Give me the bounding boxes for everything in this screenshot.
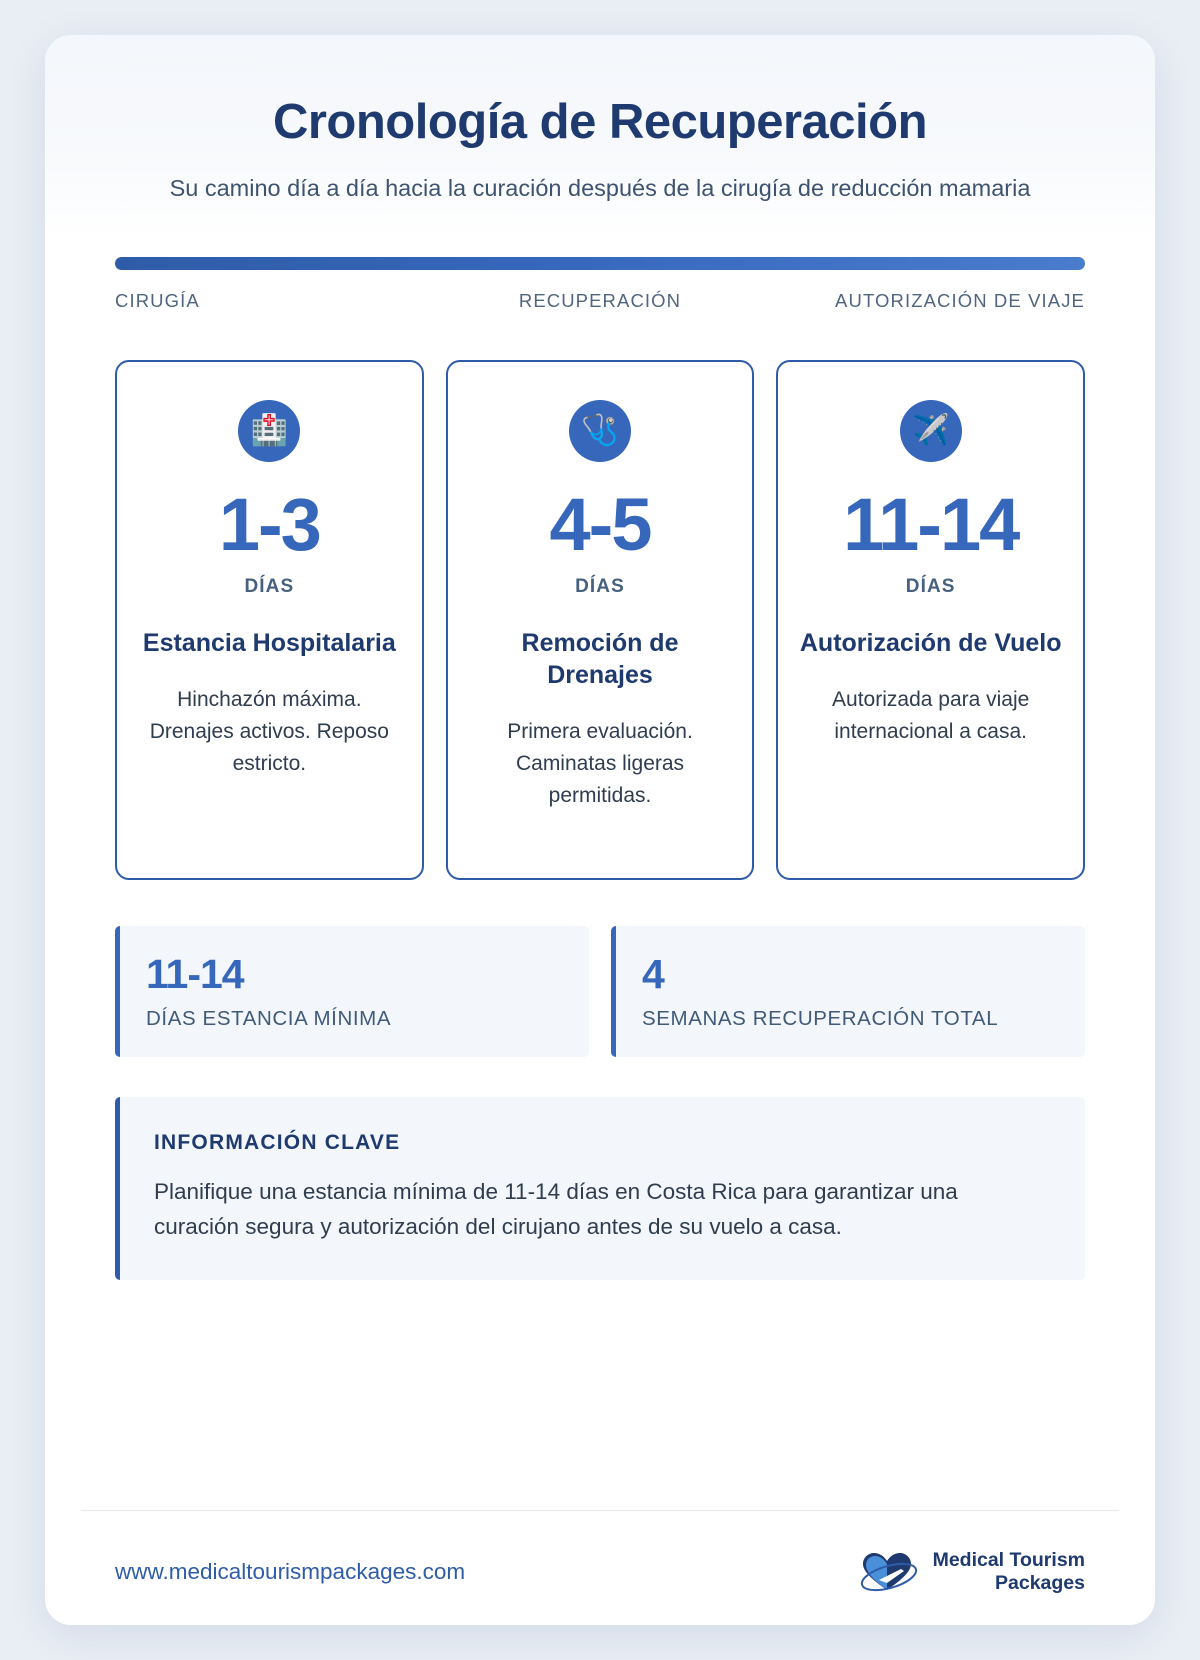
spacer <box>45 1280 1155 1510</box>
phase-days-value: 4-5 <box>549 483 651 567</box>
phase-description: Hinchazón máxima. Drenajes activos. Reposo estricto. <box>149 687 389 775</box>
key-info-text: Planifique una estancia mínima de 11-14 días en Costa Rica para garantizar una curación segura y autorización del cirujano antes de su vuelo a casa. <box>154 1179 958 1239</box>
phase-days-unit: DÍAS <box>575 576 625 598</box>
hospital-icon: 🏥 <box>238 400 300 462</box>
stat-label: DÍAS ESTANCIA MÍNIMA <box>146 1007 392 1031</box>
brand-line-2: Packages <box>995 1572 1085 1594</box>
timeline-label-surgery: CIRUGÍA <box>115 290 200 312</box>
phase-days-value: 1-3 <box>218 483 320 567</box>
timeline-label-travel-clearance: AUTORIZACIÓN DE VIAJE <box>835 290 1085 312</box>
brand-text <box>933 1549 1085 1595</box>
key-info-box <box>115 1097 1085 1280</box>
stat-minimum-stay <box>115 926 589 1057</box>
key-info-title: INFORMACIÓN CLAVE <box>154 1131 401 1155</box>
footer <box>81 1510 1119 1625</box>
infographic-card <box>45 35 1155 1625</box>
phase-cards <box>45 312 1155 880</box>
timeline <box>45 239 1155 312</box>
phase-days-value: 11-14 <box>843 483 1019 567</box>
stat-total-recovery <box>611 926 1085 1057</box>
stethoscope-icon: 🩺 <box>569 400 631 462</box>
timeline-label-recovery: RECUPERACIÓN <box>518 290 682 312</box>
heart-plane-logo-icon <box>857 1549 921 1595</box>
phase-description: Primera evaluación. Caminatas ligeras permitidas. <box>507 719 693 807</box>
page-subtitle: Su camino día a día hacia la curación después de la cirugía de reducción mamaria <box>169 174 1031 201</box>
phase-title: Remoción de Drenajes <box>521 629 679 689</box>
timeline-labels <box>115 290 1085 312</box>
brand-logo <box>857 1549 1085 1595</box>
phase-card-hospital-stay <box>115 360 424 880</box>
phase-card-drain-removal <box>446 360 755 880</box>
phase-days-unit: DÍAS <box>905 576 956 598</box>
phase-title: Autorización de Vuelo <box>799 629 1062 658</box>
airplane-icon: ✈️ <box>900 400 962 462</box>
header <box>45 35 1155 239</box>
timeline-bar <box>115 257 1085 270</box>
summary-stats <box>45 880 1155 1057</box>
phase-title: Estancia Hospitalaria <box>142 629 396 658</box>
page-title: Cronología de Recuperación <box>272 95 928 149</box>
brand-line-1: Medical Tourism <box>932 1549 1085 1571</box>
phase-card-flight-clearance <box>776 360 1085 880</box>
footer-website-link[interactable]: www.medicaltourismpackages.com <box>115 1559 466 1584</box>
phase-description: Autorizada para viaje internacional a casa. <box>832 687 1030 743</box>
stat-label: SEMANAS RECUPERACIÓN TOTAL <box>642 1007 999 1031</box>
stat-value: 4 <box>642 951 664 998</box>
stat-value: 11-14 <box>146 951 244 998</box>
phase-days-unit: DÍAS <box>244 576 295 598</box>
